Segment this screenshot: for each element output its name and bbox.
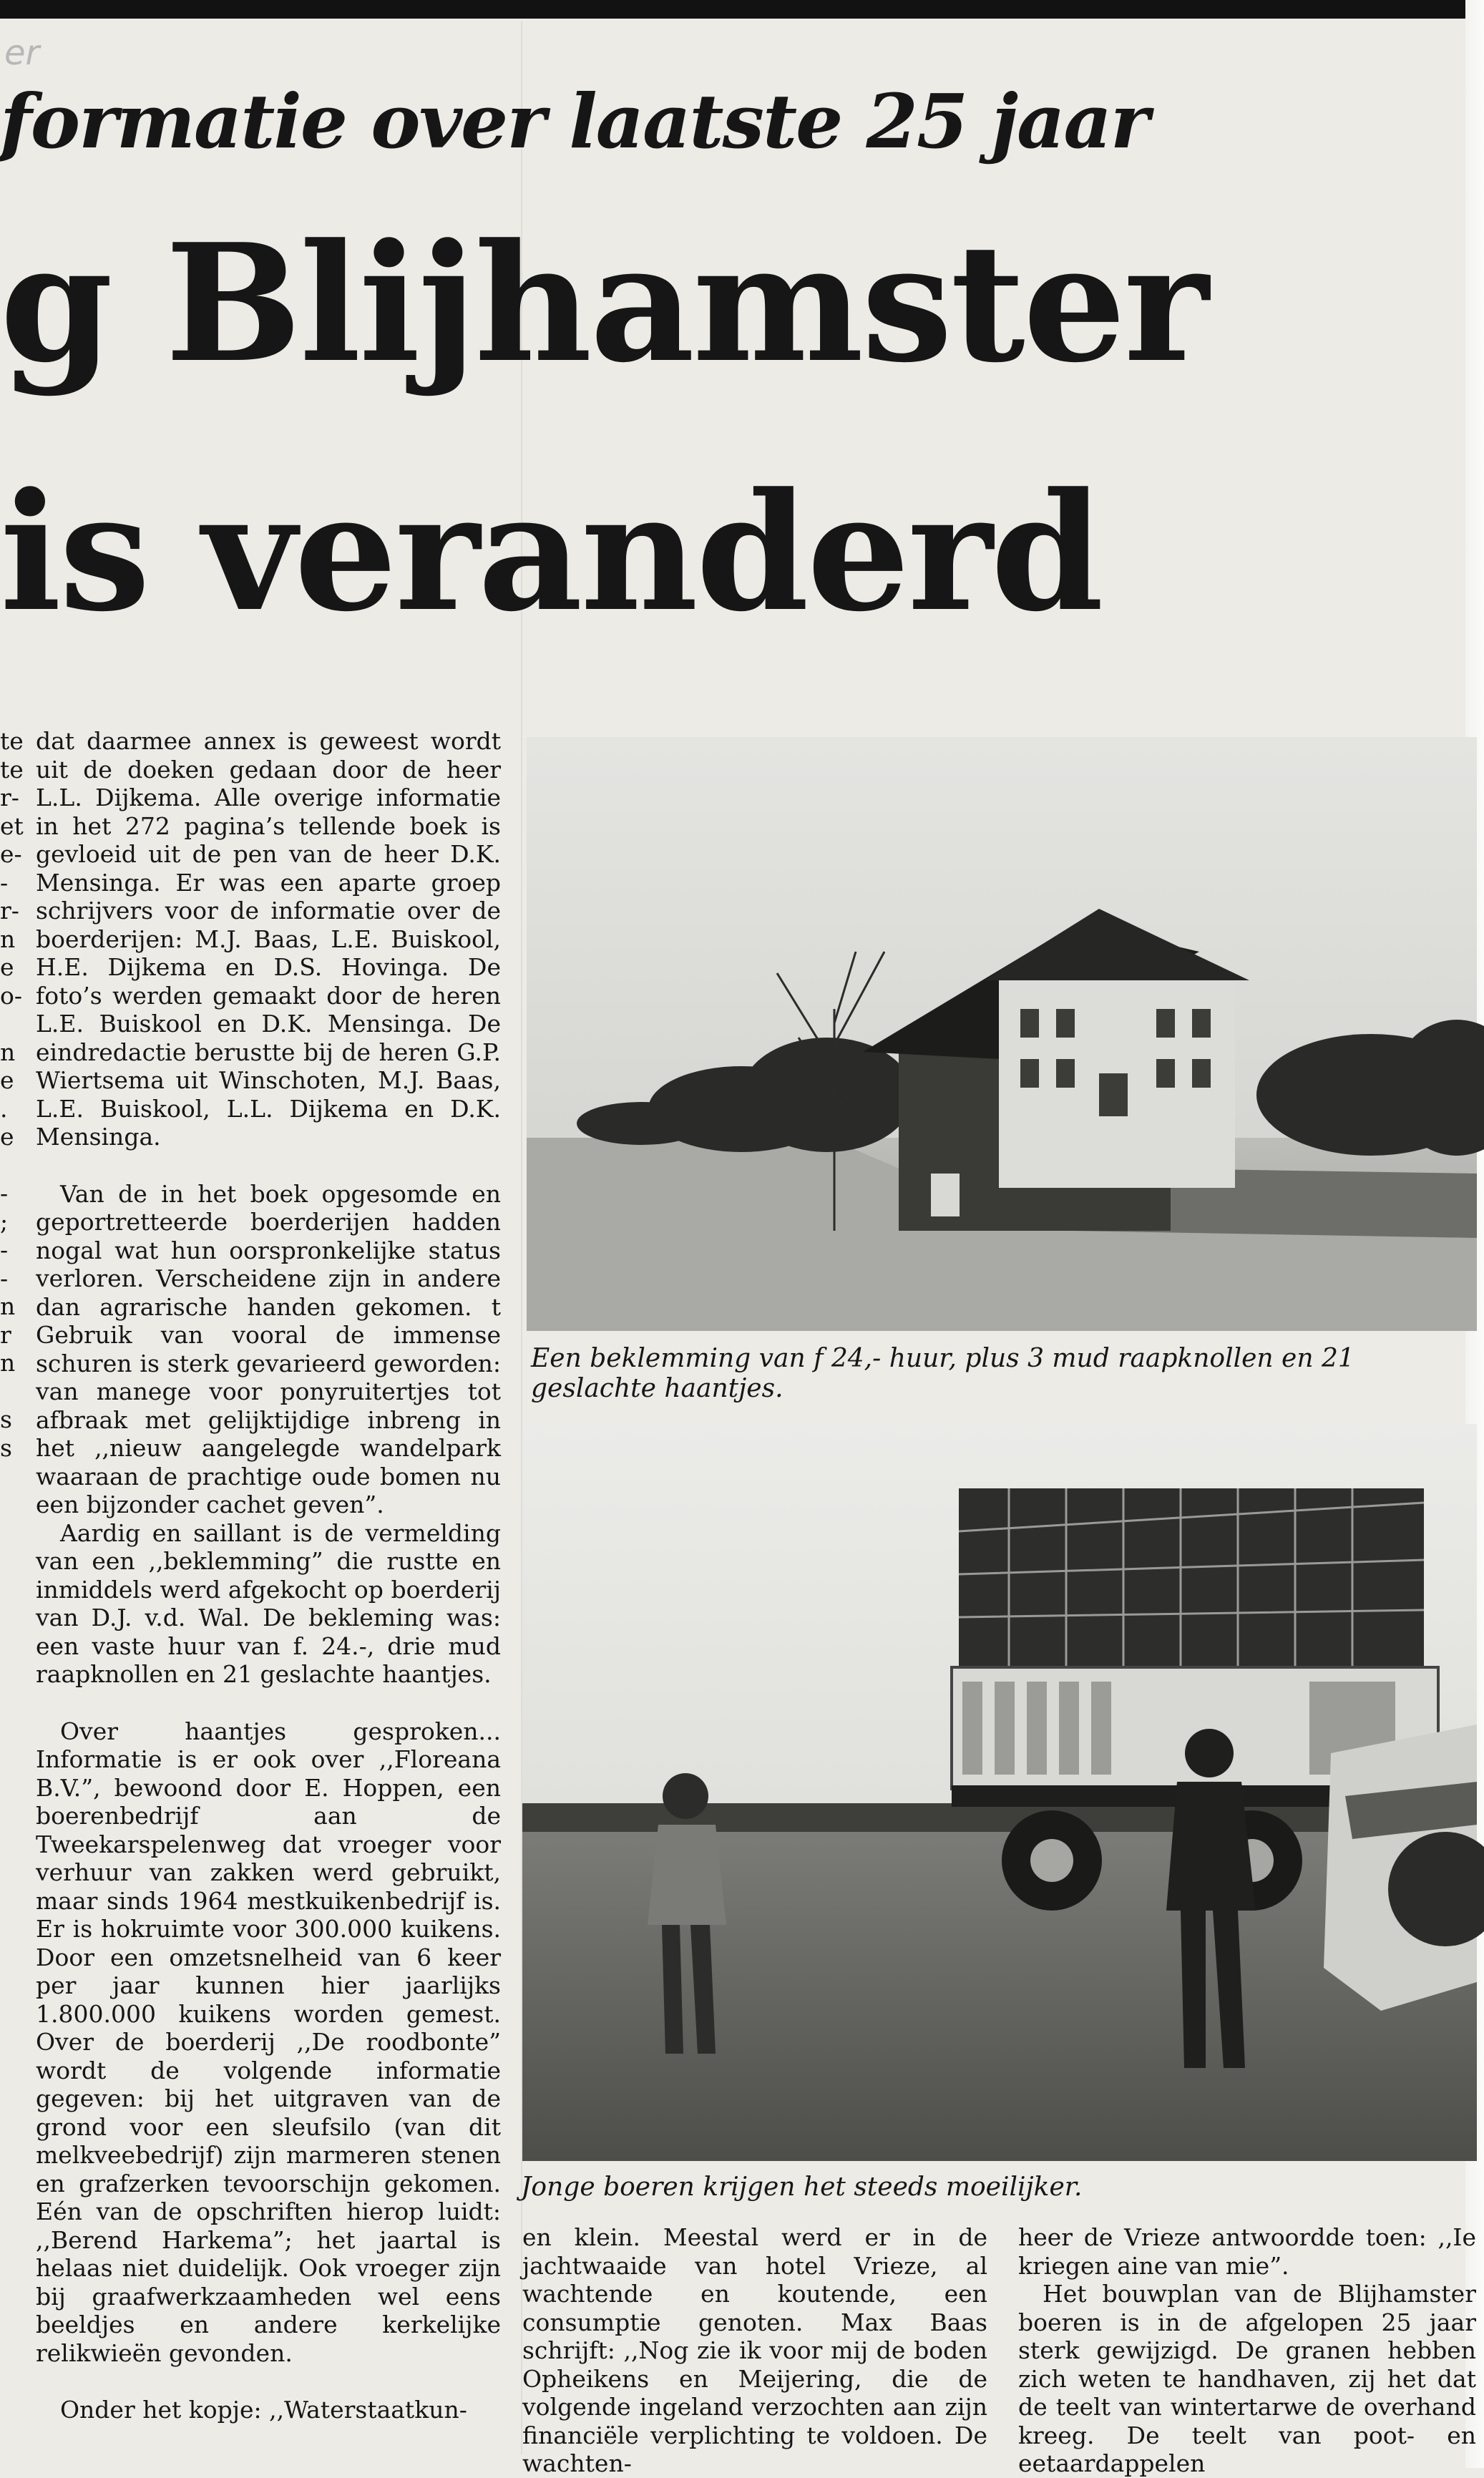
paragraph-gap — [36, 1689, 501, 1717]
margin-note: er — [4, 33, 40, 73]
article-column-4 — [1018, 2223, 1476, 2478]
article-paragraph: dat daarmee annex is geweest wordt uit de doeken gedaan door de heer L.L. Dijkema. Alle overige informatie in het 272 pagina’s tellende boek is gevloeid uit de pen van de heer D.K. Mensinga. Er was een aparte groep schrijvers voor de informatie over de boerderijen: M.J. Baas, L.E. Buiskool, H.E. Dijkema en D.S. Hovinga. De foto’s werden gemaakt door de heren L.E. Buiskool en D.K. Mensinga. De eindredactie berustte bij de heren G.P. Wiertsema uit Winschoten, M.J. Baas, L.E. Buiskool, L.L. Dijkema en D.K. Mensinga. — [36, 727, 501, 1151]
paragraph-gap — [36, 2367, 501, 2396]
paragraph-gap — [36, 1151, 501, 1180]
clipped-column-edge: te te r- et e- - r- n e o- n e . e - ; - - n r n s s — [0, 727, 24, 1462]
article-column-3 — [522, 2223, 987, 2478]
article-paragraph: Onder het kopje: ,,Waterstaatkun- — [60, 2396, 467, 2424]
kicker-headline: formatie over laatste 25 jaar — [0, 77, 1148, 165]
headline-line-1: g Blijhamster — [0, 209, 1207, 399]
article-paragraph: en klein. Meestal werd er in de jachtwaaide van hotel Vrieze, al wachtende en koutende, een consumptie genoten. Max Baas schrijft: ,,Nog zie ik voor mij de boden Opheikens en Meijering, die de volgende ingeland verzochten aan zijn financiële verplichting te voldoen. De wachten- — [522, 2223, 987, 2477]
photo-caption-young-farmers: Jonge boeren krijgen het steeds moeilijker. — [521, 2172, 1083, 2202]
young-farmers-photo — [522, 1424, 1477, 2161]
farmhouse-photo — [527, 737, 1477, 1331]
article-column-1 — [36, 727, 501, 2424]
article-paragraph: heer de Vrieze antwoordde toen: ,,Ie kriegen aine van mie”. — [1018, 2223, 1476, 2280]
scan-top-border — [0, 0, 1484, 19]
article-paragraph: Aardig en saillant is de vermelding van een ,,beklemming” die rustte en inmiddels werd afgekocht op boerderij van D.J. v.d. Wal. De bekleming was: een vaste huur van f. 24.-, drie mud raapknollen en 21 geslachte haantjes. — [36, 1518, 501, 1688]
article-paragraph: Over haantjes gesproken... Informatie is er ook over ,,Floreana B.V.”, bewoond door E. Hoppen, een boerenbedrijf aan de Tweekarspelenweg dat vroeger voor verhuur van zakken werd gebruikt, maar sinds 1964 mestkuikenbedrijf is. Er is hokruimte voor 300.000 kuikens. Door een omzetsnelheid van 6 keer per jaar kunnen hier jaarlijks 1.800.000 kuikens worden gemest. Over de boerderij ,,De roodbonte” wordt de volgende informatie gegeven: bij het uitgraven van de grond voor een sleufsilo (van dit melkveebedrijf) zijn marmeren stenen en grafzerken tevoorschijn gekomen. Eén van de opschriften hierop luidt: ,,Berend Harkema”; het jaartal is helaas niet duidelijk. Ook vroeger zijn bij graafwerkzaamheden wel eens beeldjes en andere kerkelijke relikwieën gevonden. — [36, 1717, 501, 2367]
headline-line-2: is veranderd — [0, 458, 1102, 648]
article-paragraph: Van de in het boek opgesomde en geportretteerde boerderijen hadden nogal wat hun oorspronkelijke status verloren. Verscheidene zijn in andere dan agrarische handen gekomen. t Gebruik van vooral de immense schuren is sterk gevarieerd geworden: van manege voor ponyruitertjes tot afbraak met gelijktijdige inbreng in het ,,nieuw aangelegde wandelpark waaraan de prachtige oude bomen nu een bijzonder cachet geven”. — [36, 1179, 501, 1518]
photo-caption-farmhouse: Een beklemming van f 24,- huur, plus 3 mud raapknollen en 21 geslachte haantjes. — [531, 1344, 1354, 1403]
article-paragraph: Het bouwplan van de Blijhamster boeren is in de afgelopen 25 jaar sterk gewijzigd. De granen hebben zich weten te handhaven, zij het dat de teelt van wintertarwe de overhand kreeg. De teelt van poot- en eetaardappelen — [1018, 2280, 1476, 2477]
